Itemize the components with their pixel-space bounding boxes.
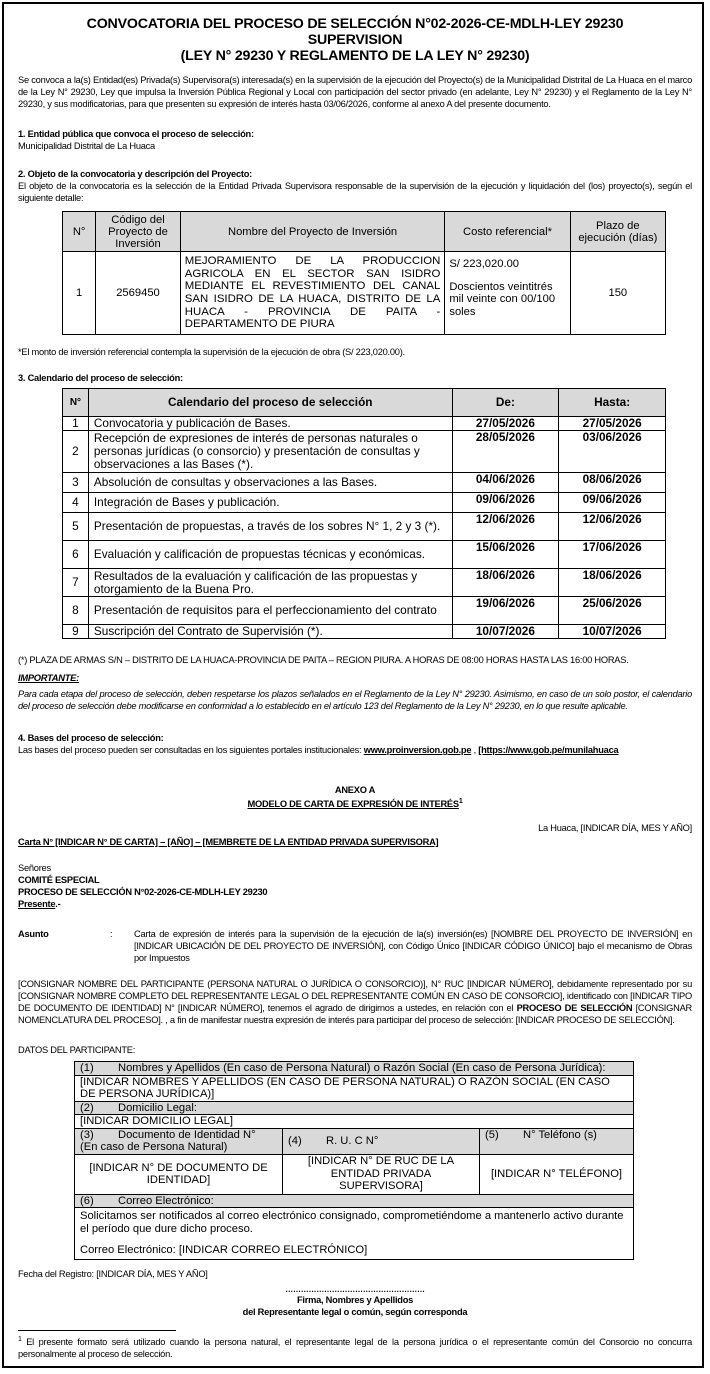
- title-line-3: (LEY N° 29230 Y REGLAMENTO DE LA LEY N° 29230): [180, 48, 530, 64]
- calendar-cell-n: 2: [63, 431, 89, 473]
- calendar-row: [63, 493, 666, 513]
- calendar-cell-from: 18/06/2026: [452, 569, 559, 597]
- calendar-row: [63, 473, 666, 493]
- calendar-cell-stage: Suscripción del Contrato de Supervisión (*).: [88, 625, 452, 639]
- participant-form: [74, 1061, 634, 1260]
- col-n: N°: [63, 212, 96, 252]
- field-5-header: [480, 1128, 634, 1154]
- field-6-email[interactable]: Correo Electrónico: [INDICAR CORREO ELECTRÓNICO]: [80, 1244, 368, 1256]
- calendar-cell-to: 10/07/2026: [559, 625, 666, 639]
- field-2-value[interactable]: [INDICAR DOMICILIO LEGAL]: [75, 1115, 634, 1129]
- calendar-row: [63, 625, 666, 639]
- field-1-label: Nombres y Apellidos (En caso de Persona Natural) o Razón Social (En caso de Persona Jurídica):: [118, 1062, 606, 1074]
- title-line-1: CONVOCATORIA DEL PROCESO DE SELECCIÓN N°02-2026-CE-MDLH-LEY 29230: [86, 16, 624, 32]
- calendar-cell-stage: Evaluación y calificación de propuestas técnicas y económicas.: [88, 541, 452, 569]
- field-5-label: N° Teléfono (s): [523, 1128, 597, 1141]
- calendar-row: [63, 569, 666, 597]
- calendar-cell-n: 9: [63, 625, 89, 639]
- cal-col-from: De:: [452, 389, 559, 417]
- cell-code: 2569450: [96, 252, 181, 335]
- calendar-cell-n: 8: [63, 597, 89, 625]
- calendar-cell-stage: Recepción de expresiones de interés de personas naturales o personas jurídicas (o consorcio) y presentación de consultas y observaciones a las Bases (*).: [88, 431, 452, 473]
- annex-footnote-ref: 1: [458, 798, 463, 805]
- investment-note: *El monto de inversión referencial contempla la supervisión de la ejecución de obra (S/ 223,020.00).: [18, 347, 405, 357]
- letter-body: [18, 978, 692, 1026]
- field-6-body: [75, 1208, 634, 1260]
- cell-cost: [445, 252, 570, 335]
- calendar-cell-from: 04/06/2026: [452, 473, 559, 493]
- calendar-row: [63, 431, 666, 473]
- annex-title: ANEXO A: [334, 785, 376, 795]
- calendar-cell-to: 03/06/2026: [559, 431, 666, 473]
- calendar-cell-n: 7: [63, 569, 89, 597]
- subject-label: Asunto: [18, 929, 49, 939]
- col-code: Código del Proyecto de Inversión: [96, 212, 181, 252]
- calendar-cell-from: 28/05/2026: [452, 431, 559, 473]
- field-6-num: (6): [80, 1194, 94, 1207]
- registration-date: Fecha del Registro: [INDICAR DÍA, MES Y AÑO]: [18, 1269, 208, 1279]
- cal-col-to: Hasta:: [559, 389, 666, 417]
- calendar-row: [63, 417, 666, 431]
- cell-n: 1: [63, 252, 96, 335]
- field-1-num: (1): [80, 1062, 94, 1074]
- important-text: Para cada etapa del proceso de selección, deben respetarse los plazos señalados en el Reglamento de la Ley N° 29230. Asimismo, en caso de un solo postor, el calendario del proceso de selección debe modificarse en conformidad a lo establecido en el artículo 123 del Reglamento de la Ley N° 29230, en lo que resulte aplicable.: [18, 689, 692, 711]
- subject-text: Carta de expresión de interés para la supervisión de la ejecución de la(s) inversión(es) [NOMBRE DEL PROYECTO DE INVERSIÓN] en [INDICAR UBICACIÓN DE DEL PROYECTO DE INVERSIÓN], con Código Único [INDICAR CÓDIGO ÚNICO] bajo el mecanismo de Obras por Impuestos: [134, 929, 692, 963]
- calendar-cell-from: 19/06/2026: [452, 597, 559, 625]
- field-3-value[interactable]: [INDICAR N° DE DOCUMENTO DE IDENTIDAD]: [75, 1154, 283, 1194]
- field-6-text: Solicitamos ser notificados al correo electrónico consignado, comprometiéndome a mantenerlo activo durante el período que dure dicho proceso.: [80, 1210, 624, 1235]
- field-4-header: [283, 1128, 480, 1154]
- title-line-2: SUPERVISION: [307, 32, 403, 48]
- letter-body-b: [CONSIGNAR NOMENCLATURA DEL PROCESO]. , a fin de manifestar nuestra expresión de interés para participar del proceso de selección: [INDICAR PROCESO DE SELECCIÓN].: [18, 1003, 692, 1025]
- signature-line: ………………………………………………: [285, 1285, 425, 1294]
- cell-name: MEJORAMIENTO DE LA PRODUCCION AGRICOLA EN EL SECTOR SAN ISIDRO MEDIANTE EL REVESTIMIENTO DEL CANAL SAN ISIDRO DE LA HUACA, DISTRITO DE LA HUACA - PROVINCIA DE PAITA - DEPARTAMENTO DE PIURA: [180, 252, 445, 335]
- calendar-cell-to: 17/06/2026: [559, 541, 666, 569]
- place-note: (*) PLAZA DE ARMAS S/N – DISTRITO DE LA HUACA-PROVINCIA DE PAITA – REGION PIURA. A HORAS DE 08:00 HORAS HASTA LAS 16:00 HORAS.: [18, 655, 629, 665]
- participant-label: DATOS DEL PARTICIPANTE:: [18, 1045, 136, 1055]
- intro-paragraph: Se convoca a la(s) Entidad(es) Privada(s) Supervisora(s) interesada(s) en la supervisión de la ejecución del Proyecto(s) de la Municipalidad Distrital de La Huaca en el marco de la Ley N° 29230, Ley que impulsa la Inversión Pública Regional y Local con participación del sector privado (en adelante, Ley N° 29230) y el Reglamento de la Ley N° 29230, y sus modificatorias, para que presenten su expresión de interés hasta 03/06/2026, conforme al anexo A del presente documento.: [18, 75, 692, 109]
- calendar-cell-stage: Presentación de requisitos para el perfeccionamiento del contrato: [88, 597, 452, 625]
- field-4-num: (4): [288, 1134, 302, 1147]
- calendar-cell-n: 1: [63, 417, 89, 431]
- cal-col-n: N°: [63, 389, 89, 417]
- field-2-label: Domicilio Legal:: [118, 1101, 197, 1114]
- field-1-value[interactable]: [INDICAR NOMBRES Y APELLIDOS (EN CASO DE PERSONA NATURAL) O RAZÓN SOCIAL (EN CASO DE PERSONA JURÍDICA)]: [75, 1075, 634, 1101]
- subject-colon: :: [110, 929, 113, 939]
- recipient-presente: [18, 898, 60, 910]
- col-term: Plazo de ejecución (días): [570, 212, 665, 252]
- table-row: [63, 252, 666, 335]
- letter-body-bold: PROCESO DE SELECCIÓN: [516, 1003, 633, 1013]
- field-6-header: [75, 1194, 634, 1208]
- footnote-num: 1: [18, 1336, 22, 1343]
- field-2-header: [75, 1101, 634, 1115]
- field-3-label-2: (En caso de Persona Natural): [80, 1141, 228, 1153]
- calendar-cell-to: 09/06/2026: [559, 493, 666, 513]
- calendar-row: [63, 541, 666, 569]
- cost-words: Doscientos veintitrés mil veinte con 00/100 soles: [449, 280, 556, 318]
- proinversion-link[interactable]: www.proinversion.gob.pe: [363, 745, 472, 755]
- place-date: La Huaca, [INDICAR DÍA, MES Y AÑO]: [538, 823, 692, 833]
- municipality-link[interactable]: [https://www.gob.pe/munilahuaca: [478, 745, 619, 755]
- signature-name: Firma, Nombres y Apellidos: [296, 1295, 414, 1305]
- calendar-cell-n: 3: [63, 473, 89, 493]
- calendar-row: [63, 597, 666, 625]
- calendar-cell-from: 10/07/2026: [452, 625, 559, 639]
- presente-text: Presente: [18, 899, 56, 909]
- cost-amount: S/ 223,020.00: [449, 258, 520, 270]
- calendar-cell-stage: Absolución de consultas y observaciones a las Bases.: [88, 473, 452, 493]
- section-1-title: 1. Entidad pública que convoca el proceso de selección:: [18, 129, 254, 139]
- annex-subtitle: [18, 796, 692, 810]
- col-name: Nombre del Proyecto de Inversión: [180, 212, 445, 252]
- calendar-row: [63, 513, 666, 541]
- signature-role: del Representante legal o común, según corresponda: [242, 1307, 468, 1317]
- letter-number: Carta N° [INDICAR N° DE CARTA] – [AÑO] – [MEMBRETE DE LA ENTIDAD PRIVADA SUPERVISORA]: [18, 837, 439, 847]
- footnote: [18, 1334, 692, 1360]
- calendar-cell-stage: Convocatoria y publicación de Bases.: [88, 417, 452, 431]
- field-3-header: [75, 1128, 283, 1154]
- field-3-num: (3): [80, 1128, 94, 1141]
- section-2-text: El objeto de la convocatoria es la selección de la Entidad Privada Supervisora responsable de la supervisión de la ejecución y liquidación del (los) proyecto(s), según el siguiente detalle:: [18, 181, 692, 203]
- calendar-cell-to: 08/06/2026: [559, 473, 666, 493]
- calendar-cell-stage: Resultados de la evaluación y calificación de las propuestas y otorgamiento de la Buena Pro.: [88, 569, 452, 597]
- calendar-cell-from: 12/06/2026: [452, 513, 559, 541]
- calendar-cell-n: 4: [63, 493, 89, 513]
- footnote-divider: [18, 1330, 176, 1331]
- field-3-label: Documento de Identidad N°: [118, 1128, 256, 1141]
- recipient-committee: COMITÉ ESPECIAL: [18, 875, 100, 885]
- field-6-label: Correo Electrónico:: [118, 1194, 214, 1207]
- bases-text: Las bases del proceso pueden ser consultadas en los siguientes portales institucionales:: [18, 745, 362, 755]
- calendar-cell-to: 18/06/2026: [559, 569, 666, 597]
- recipient-salutation: Señores: [18, 863, 51, 873]
- footnote-text: El presente formato será utilizado cuando la persona natural, el representante legal de la persona jurídica o el representante común del Consorcio no concurra personalmente al proceso de selección.: [18, 1337, 692, 1360]
- calendar-cell-from: 09/06/2026: [452, 493, 559, 513]
- document-title: [18, 16, 692, 64]
- important-label: IMPORTANTE:: [18, 673, 79, 683]
- calendar-table: [62, 388, 666, 639]
- calendar-cell-stage: Integración de Bases y publicación.: [88, 493, 452, 513]
- link-separator: ,: [471, 745, 479, 755]
- calendar-cell-to: 27/05/2026: [559, 417, 666, 431]
- section-2-title: 2. Objeto de la convocatoria y descripción del Proyecto:: [18, 169, 252, 179]
- project-table: [62, 211, 666, 335]
- section-3-title: 3. Calendario del proceso de selección:: [18, 373, 183, 383]
- calendar-cell-to: 12/06/2026: [559, 513, 666, 541]
- col-cost: Costo referencial*: [445, 212, 570, 252]
- calendar-cell-to: 25/06/2026: [559, 597, 666, 625]
- field-4-value[interactable]: [INDICAR N° DE RUC DE LA ENTIDAD PRIVADA SUPERVISORA]: [283, 1154, 480, 1194]
- field-5-value[interactable]: [INDICAR N° TELÉFONO]: [480, 1154, 634, 1194]
- field-5-num: (5): [485, 1128, 499, 1141]
- calendar-cell-from: 15/06/2026: [452, 541, 559, 569]
- calendar-cell-n: 5: [63, 513, 89, 541]
- letter-body-a: [CONSIGNAR NOMBRE DEL PARTICIPANTE (PERSONA NATURAL O JURÍDICA O CONSORCIO)], N° RUC [INDICAR NÚMERO], debidamente representado por su [CONSIGNAR NOMBRE COMPLETO DEL REPRESENTANTE LEGAL O DEL REPRESENTANTE COMÚN EN CASO DE CONSORCIO], identificado con [INDICAR TIPO DE DOCUMENTO DE IDENTIDAD] N° [INDICAR NÚMERO], tenemos el agrado de dirigirnos a ustedes, en relación con el: [18, 979, 692, 1013]
- annex-subtitle-text: MODELO DE CARTA DE EXPRESIÓN DE INTERÉS: [247, 799, 459, 810]
- calendar-cell-from: 27/05/2026: [452, 417, 559, 431]
- cal-col-stage: Calendario del proceso de selección: [88, 389, 452, 417]
- calendar-cell-n: 6: [63, 541, 89, 569]
- field-1-header: [75, 1062, 634, 1076]
- section-4-text: [18, 744, 692, 756]
- calendar-cell-stage: Presentación de propuestas, a través de los sobres N° 1, 2 y 3 (*).: [88, 513, 452, 541]
- section-1-text: Municipalidad Distrital de La Huaca: [18, 141, 155, 151]
- field-2-num: (2): [80, 1101, 94, 1114]
- field-4-label: R. U. C N°: [326, 1134, 379, 1147]
- presente-mark: .-: [55, 899, 61, 909]
- recipient-process: PROCESO DE SELECCIÓN N°02-2026-CE-MDLH-LEY 29230: [18, 887, 268, 897]
- cell-term: 150: [570, 252, 665, 335]
- section-4-title: 4. Bases del proceso de selección:: [18, 733, 164, 743]
